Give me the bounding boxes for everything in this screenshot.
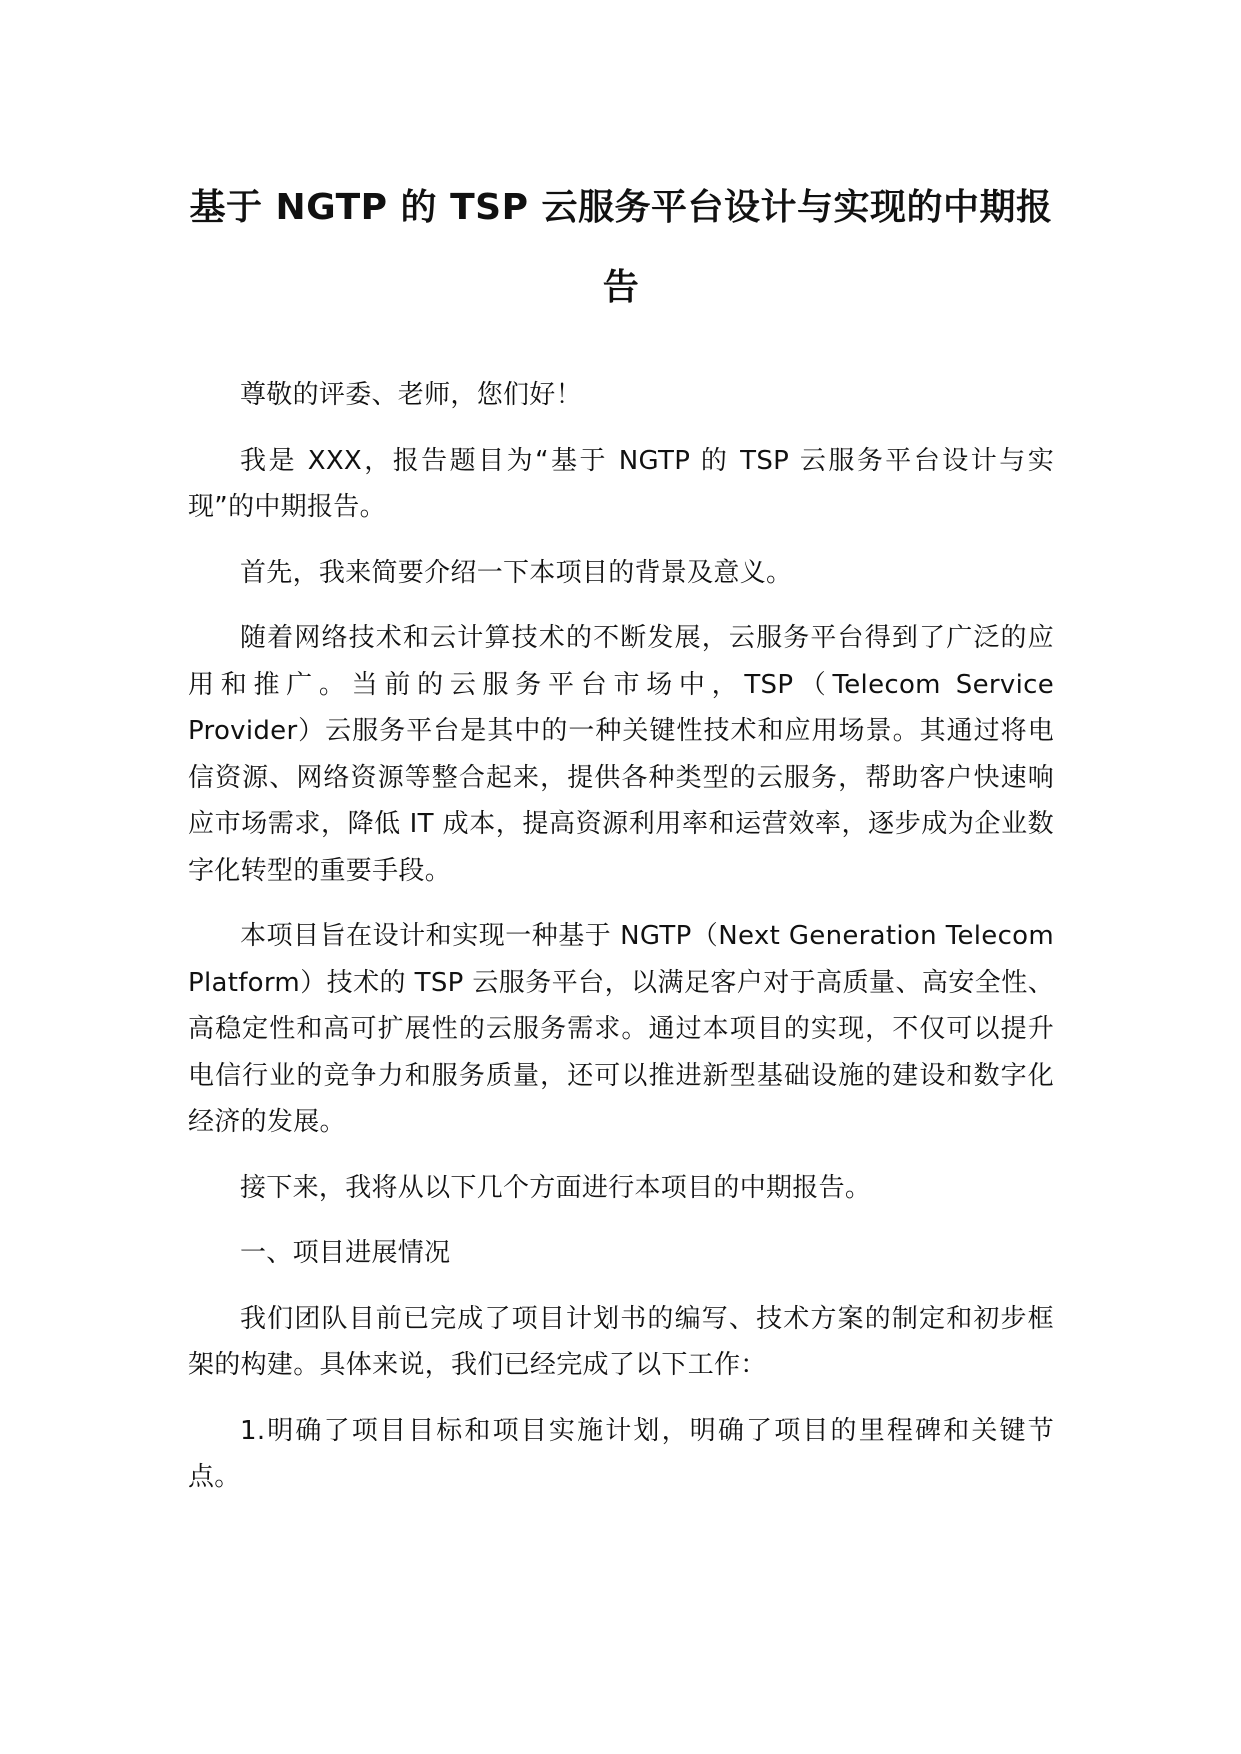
paragraph-outline: 接下来，我将从以下几个方面进行本项目的中期报告。	[240, 1172, 872, 1203]
paragraph-greeting: 尊敬的评委、老师，您们好！	[240, 380, 582, 410]
paragraph-project-goal: 本项目旨在设计和实现一种基于 NGTP（Next Generation Telecom Platform）技术的 TSP 云服务平台，以满足客户对于高质量、高安全性、高稳定性和高可扩展性的云服务需求。通过本项目的实现，不仅可以提升电信行业的竞争力和服务质量，还可以推进新型基础设施的建设和数字化经济的发展。	[188, 921, 1054, 1137]
paragraph-background: 随着网络技术和云计算技术的不断发展，云服务平台得到了广泛的应用和推广。当前的云服务平台市场中，TSP（Telecom Service Provider）云服务平台是其中的一种关键性技术和应用场景。其通过将电信资源、网络资源等整合起来，提供各种类型的云服务，帮助客户快速响应市场需求，降低 IT 成本，提高资源利用率和运营效率，逐步成为企业数字化转型的重要手段。	[188, 623, 1054, 886]
list-item-1: 1.明确了项目目标和项目实施计划，明确了项目的里程碑和关键节点。	[188, 1415, 1054, 1492]
document-body	[188, 372, 1054, 1520]
document-title: 基于 NGTP 的 TSP 云服务平台设计与实现的中期报告	[189, 187, 1053, 308]
paragraph-introduction: 我是 XXX，报告题目为“基于 NGTP 的 TSP 云服务平台设计与实现”的中期报告。	[188, 445, 1054, 522]
paragraph-background-intro: 首先，我来简要介绍一下本项目的背景及意义。	[240, 557, 793, 588]
paragraph-progress: 我们团队目前已完成了项目计划书的编写、技术方案的制定和初步框架的构建。具体来说，我们已经完成了以下工作：	[188, 1303, 1054, 1380]
section-heading-progress: 一、项目进展情况	[240, 1238, 451, 1268]
